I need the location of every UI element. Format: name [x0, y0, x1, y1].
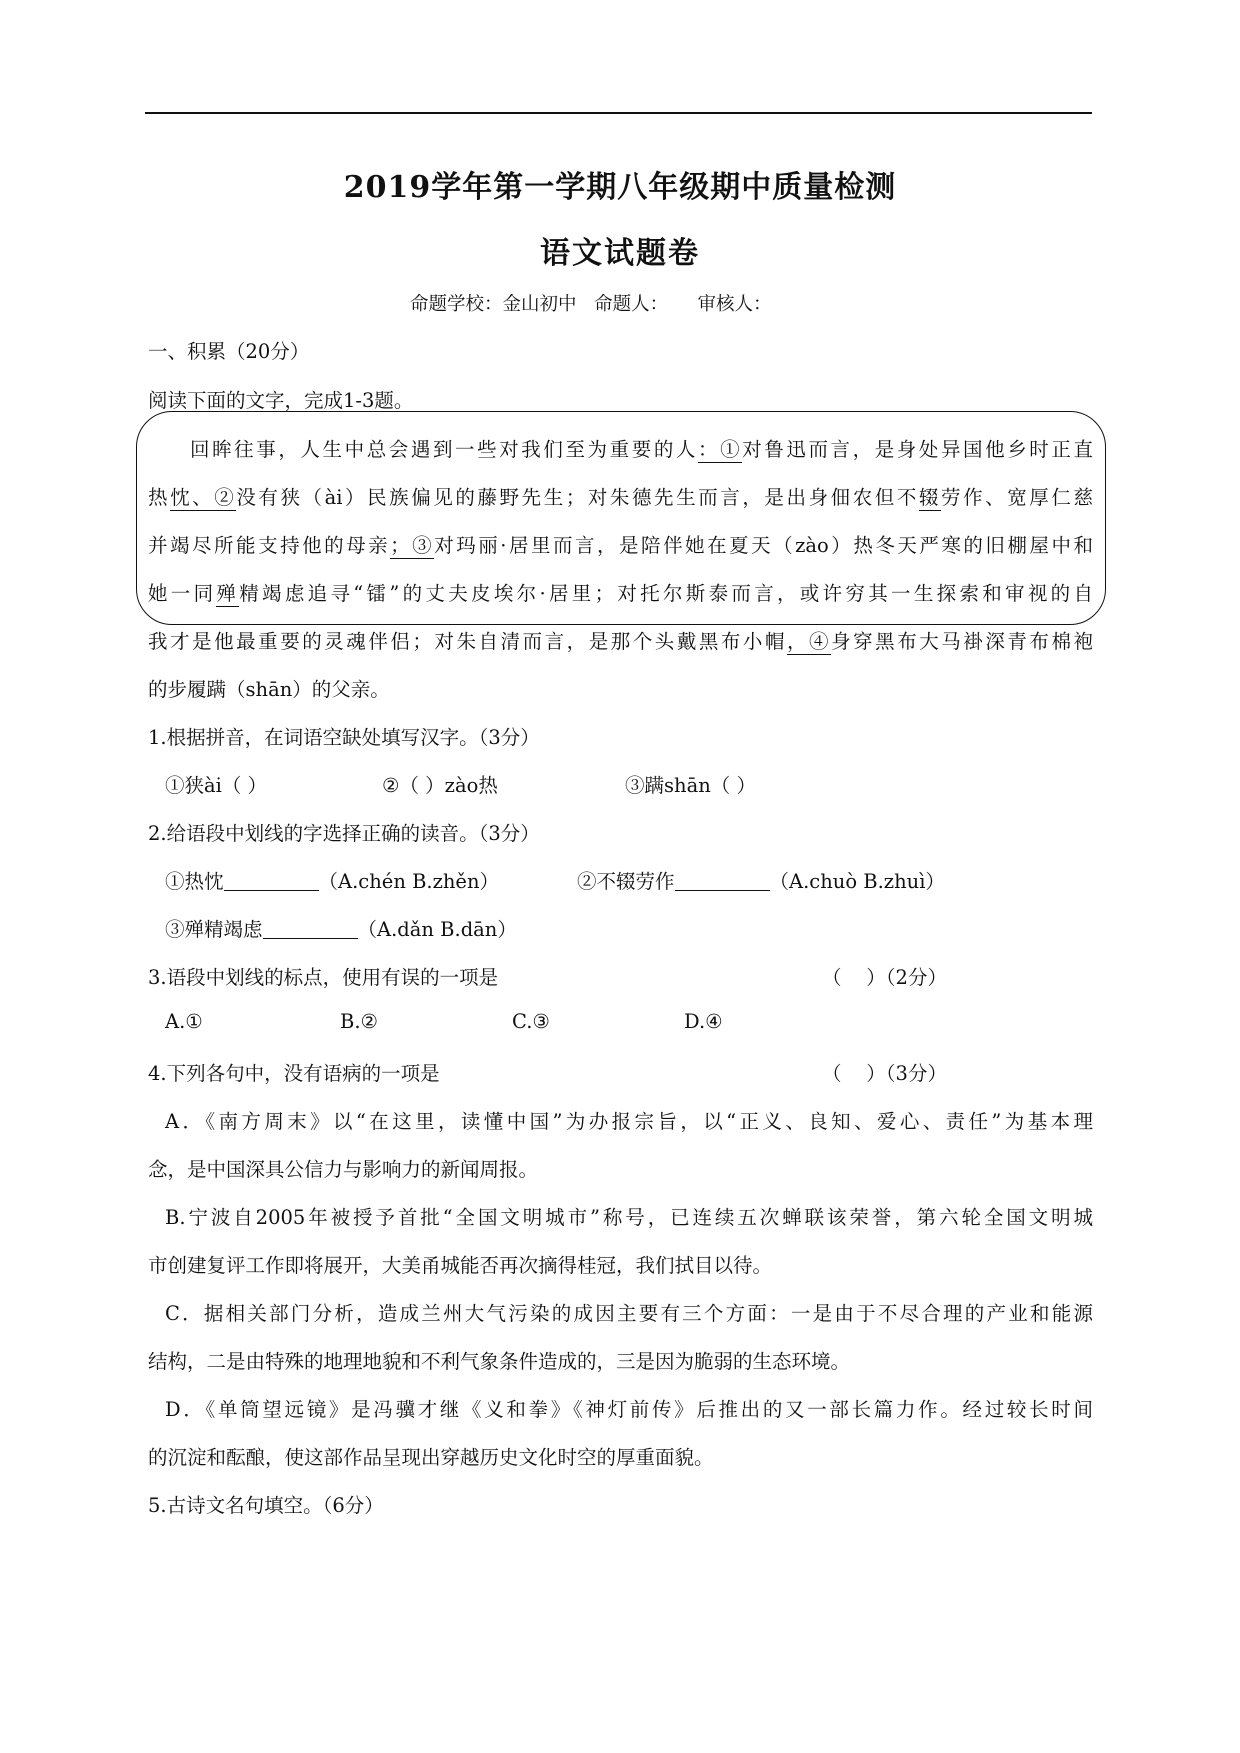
punctuation-mark: ：①	[698, 438, 743, 461]
question-4-stem: 4.下列各句中，没有语病的一项是	[148, 1062, 440, 1085]
question-4-option-d-cont: 的沉淀和酝酿，使这部作品呈现出穿越历史文化时空的厚重面貌。	[148, 1446, 714, 1469]
authorship-line: 命题学校：金山初中 命题人： 审核人：	[410, 294, 772, 315]
reading-instruction: 阅读下面的文字，完成1-3题。	[148, 389, 414, 412]
question-4-option-b: B.宁波自2005年被授予首批“全国文明城市”称号，已连续五次蝉联该荣誉，第六轮全国文明城	[165, 1206, 1093, 1229]
punctuation-mark: 忱、②	[170, 486, 237, 509]
question-3-option: C.③	[512, 1010, 550, 1033]
passage-line: 并竭尽所能支持他的母亲；③对玛丽·居里而言，是陪伴她在夏天（zào）热冬天严寒的旧棚屋中和	[148, 534, 1093, 557]
question-5-stem: 5.古诗文名句填空。（6分）	[148, 1494, 384, 1517]
underlined-char: 辍	[918, 486, 942, 509]
question-3-stem: 3.语段中划线的标点，使用有误的一项是	[148, 966, 499, 989]
question-3-option: B.②	[340, 1010, 379, 1033]
question-4-option-c: C．据相关部门分析，造成兰州大气污染的成因主要有三个方面：一是由于不尽合理的产业和能源	[165, 1302, 1093, 1325]
question-2-stem: 2.给语段中划线的字选择正确的读音。（3分）	[148, 822, 540, 845]
question-4-option-c-cont: 结构，二是由特殊的地理地貌和不利气象条件造成的，三是因为脆弱的生态环境。	[148, 1350, 851, 1373]
answer-blank	[263, 920, 358, 939]
question-4-score: （ ）（3分）	[822, 1062, 947, 1085]
question-4-option-a-cont: 念，是中国深具公信力与影响力的新闻周报。	[148, 1158, 539, 1181]
question-1-stem: 1.根据拼音，在词语空缺处填写汉字。（3分）	[148, 726, 540, 749]
question-1-option: ①狭ài（ ）	[165, 774, 268, 797]
question-4-option-d: D．《单筒望远镜》是冯骥才继《义和拳》《神灯前传》后推出的又一部长篇力作。经过较长时间	[165, 1398, 1093, 1421]
question-4-option-a: A．《南方周末》以“在这里，读懂中国”为办报宗旨，以“正义、良知、爱心、责任”为基本理	[165, 1110, 1093, 1133]
passage-line: 热忱、②没有狭（ài）民族偏见的藤野先生；对朱德先生而言，是出身佃农但不辍劳作、宽厚仁慈	[148, 486, 1093, 509]
question-4-option-b-cont: 市创建复评工作即将展开，大美甬城能否再次摘得桂冠，我们拭目以待。	[148, 1254, 773, 1277]
answer-blank	[224, 872, 319, 891]
passage-line: 的步履蹒（shān）的父亲。	[148, 678, 390, 701]
punctuation-mark: ；③	[390, 534, 435, 557]
passage-line: 她一同殚精竭虑追寻“镭”的丈夫皮埃尔·居里；对托尔斯泰而言，或许穷其一生探索和审视的自	[148, 582, 1093, 605]
underlined-char: 殚	[216, 582, 240, 605]
top-rule	[145, 112, 1092, 114]
question-1-option: ②（ ）zào热	[382, 774, 498, 797]
page-subtitle: 语文试题卷	[540, 236, 700, 271]
section-heading: 一、积累（20分）	[148, 340, 310, 363]
question-2-option: ①热忱 （A.chén B.zhěn）	[165, 870, 500, 893]
question-3-score: （ ）（2分）	[822, 966, 947, 989]
passage-line: 回眸往事，人生中总会遇到一些对我们至为重要的人：①对鲁迅而言，是身处异国他乡时正直	[190, 438, 1093, 461]
answer-blank	[675, 872, 770, 891]
passage-line: 我才是他最重要的灵魂伴侣；对朱自清而言，是那个头戴黑布小帽，④身穿黑布大马褂深青布棉袍	[148, 630, 1093, 653]
question-2-option: ③殚精竭虑 （A.dǎn B.dān）	[165, 918, 517, 941]
question-2-option: ②不辍劳作 （A.chuò B.zhuì）	[577, 870, 945, 893]
question-3-option: D.④	[684, 1010, 723, 1033]
page-title: 2019学年第一学期八年级期中质量检测	[343, 170, 897, 205]
question-1-option: ③蹒shān（ ）	[625, 774, 756, 797]
question-3-option: A.①	[165, 1010, 203, 1033]
punctuation-mark: ，④	[787, 630, 832, 653]
